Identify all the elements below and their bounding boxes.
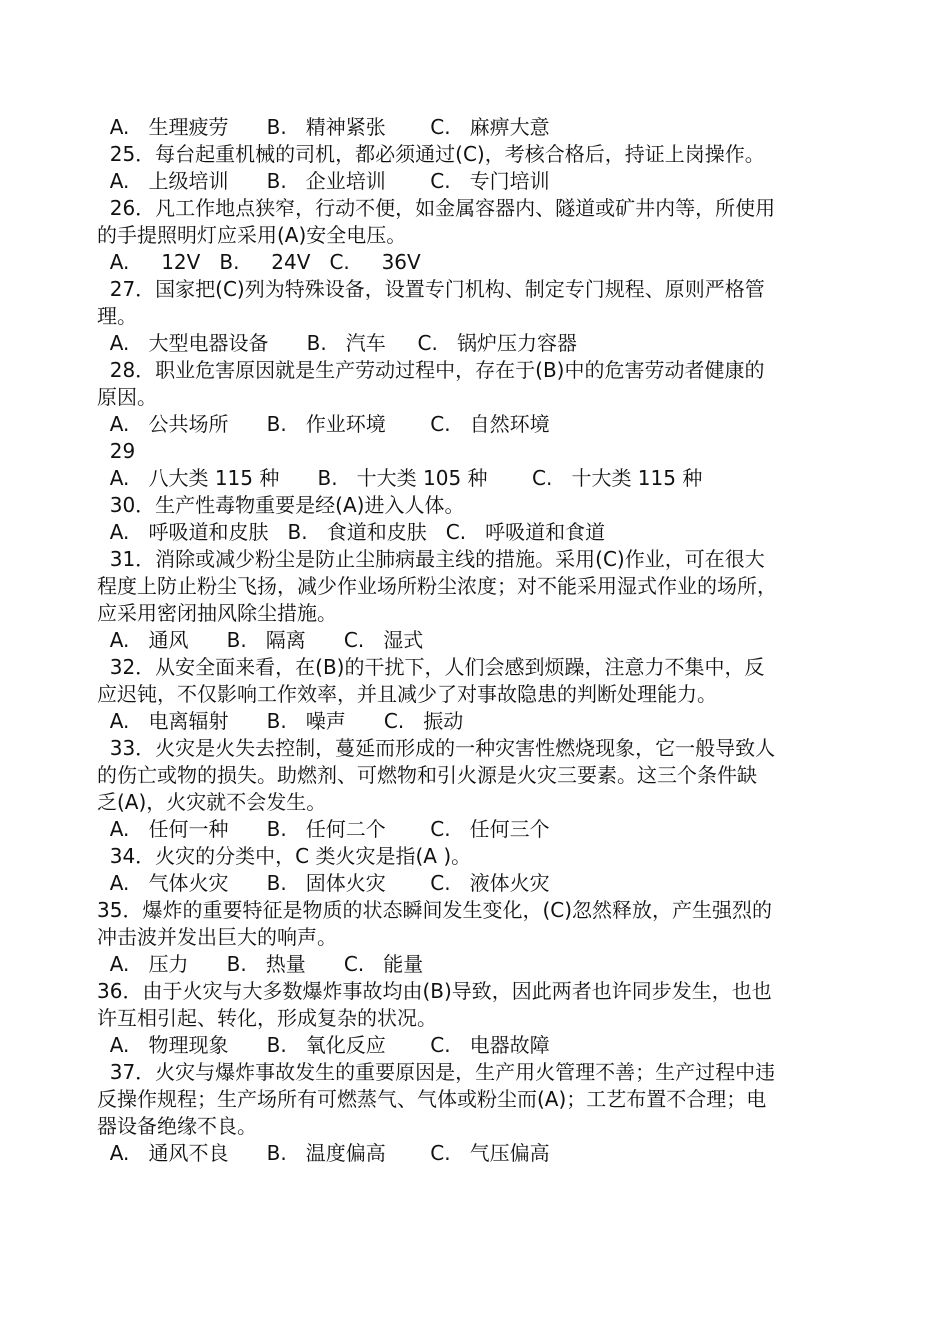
answer-options-line: A. 物理现象 B. 氧化反应 C. 电器故障: [97, 1033, 550, 1057]
answer-options-line: A. 通风不良 B. 温度偏高 C. 气压偏高: [97, 1141, 550, 1165]
question-text-line: 原因。: [97, 385, 157, 409]
question-text-line: 36．由于火灾与大多数爆炸事故均由(B)导致，因此两者也许同步发生，也也: [97, 979, 772, 1003]
question-text-line: 35．爆炸的重要特征是物质的状态瞬间发生变化，(C)忽然释放，产生强烈的: [97, 898, 773, 922]
question-text-line: 26．凡工作地点狭窄，行动不便，如金属容器内、隧道或矿井内等，所使用: [97, 196, 776, 220]
question-text-line: 的伤亡或物的损失。助燃剂、可燃物和引火源是火灾三要素。这三个条件缺: [97, 763, 757, 787]
document-page: [97, 114, 857, 1167]
question-text-line: 器设备绝缘不良。: [97, 1114, 257, 1138]
answer-options-line: A. 生理疲劳 B. 精神紧张 C. 麻痹大意: [97, 115, 550, 139]
question-text-line: 28．职业危害原因就是生产劳动过程中，存在于(B)中的危害劳动者健康的: [97, 358, 765, 382]
question-text-line: 33．火灾是火失去控制，蔓延而形成的一种灾害性燃烧现象，它一般导致人: [97, 736, 776, 760]
question-text-line: 29: [97, 439, 136, 463]
question-text-line: 27．国家把(C)列为特殊设备，设置专门机构、制定专门规程、原则严格管: [97, 277, 765, 301]
question-text-line: 许互相引起、转化，形成复杂的状况。: [97, 1006, 437, 1030]
answer-options-line: A. 八大类 115 种 B. 十大类 105 种 C. 十大类 115 种: [97, 466, 703, 490]
question-text-line: 理。: [97, 304, 137, 328]
question-text-line: 32．从安全面来看，在(B)的干扰下，人们会感到烦躁，注意力不集中，反: [97, 655, 765, 679]
question-text-line: 25．每台起重机械的司机，都必须通过(C)，考核合格后，持证上岗操作。: [97, 142, 765, 166]
answer-options-line: A. 压力 B. 热量 C. 能量: [97, 952, 424, 976]
question-text-line: 31．消除或减少粉尘是防止尘肺病最主线的措施。采用(C)作业，可在很大: [97, 547, 765, 571]
question-text-line: 应采用密闭抽风除尘措施。: [97, 601, 337, 625]
question-text-line: 34．火灾的分类中，C 类火灾是指(A )。: [97, 844, 472, 868]
answer-options-line: A. 12V B. 24V C. 36V: [97, 250, 421, 274]
question-text-line: 30．生产性毒物重要是经(A)进入人体。: [97, 493, 465, 517]
question-text-line: 的手提照明灯应采用(A)安全电压。: [97, 223, 407, 247]
answer-options-line: A. 呼吸道和皮肤 B. 食道和皮肤 C. 呼吸道和食道: [97, 520, 606, 544]
answer-options-line: A. 上级培训 B. 企业培训 C. 专门培训: [97, 169, 550, 193]
question-text-line: 反操作规程；生产场所有可燃蒸气、气体或粉尘而(A)；工艺布置不合理；电: [97, 1087, 767, 1111]
question-text-line: 程度上防止粉尘飞扬，减少作业场所粉尘浓度；对不能采用湿式作业的场所，: [97, 574, 777, 598]
question-text-line: 应迟钝，不仅影响工作效率，并且减少了对事故隐患的判断处理能力。: [97, 682, 717, 706]
question-text-line: 37．火灾与爆炸事故发生的重要原因是，生产用火管理不善；生产过程中违: [97, 1060, 776, 1084]
answer-options-line: A. 大型电器设备 B. 汽车 C. 锅炉压力容器: [97, 331, 577, 355]
question-text-line: 乏(A)，火灾就不会发生。: [97, 790, 327, 814]
question-text-line: 冲击波并发出巨大的响声。: [97, 925, 337, 949]
answer-options-line: A. 任何一种 B. 任何二个 C. 任何三个: [97, 817, 550, 841]
answer-options-line: A. 公共场所 B. 作业环境 C. 自然环境: [97, 412, 550, 436]
answer-options-line: A. 通风 B. 隔离 C. 湿式: [97, 628, 424, 652]
answer-options-line: A. 气体火灾 B. 固体火灾 C. 液体火灾: [97, 871, 550, 895]
answer-options-line: A. 电离辐射 B. 噪声 C. 振动: [97, 709, 464, 733]
